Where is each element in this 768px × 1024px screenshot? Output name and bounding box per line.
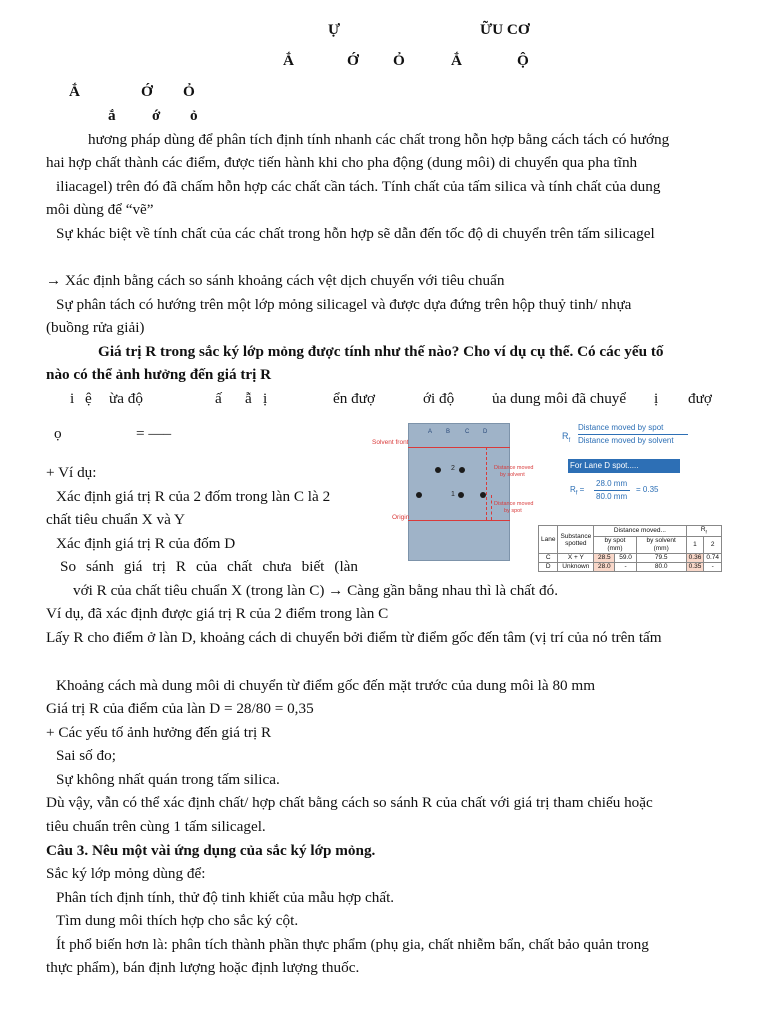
calc-rf-letter: R <box>570 485 576 494</box>
cell: 79.5 <box>636 554 686 563</box>
cell: D <box>539 563 558 572</box>
title-line2-d: Ắ <box>451 52 462 69</box>
question2-line2: nào có thể ảnh hưởng đến giá trị R <box>46 366 272 383</box>
title-line2-e: Ộ <box>517 52 529 69</box>
formula-fragment-b: = —– <box>136 425 172 442</box>
lane-label-c: C <box>465 429 470 435</box>
spot-label-1: 1 <box>451 491 455 498</box>
q3-line2: Phân tích định tính, thử độ tinh khiết của mẫu hợp chất. <box>56 889 395 906</box>
th-rf-letter: R <box>700 526 706 533</box>
cell: 0.36 <box>686 554 704 563</box>
cell: 0.74 <box>704 554 722 563</box>
title-line1-left: Ự <box>328 21 341 38</box>
calc-fraction-bar <box>594 490 630 491</box>
cell: 80.0 <box>636 563 686 572</box>
arrow-spot-label <box>494 501 533 515</box>
cell: 28.5 <box>594 554 615 563</box>
heading4-b: ớ <box>152 107 161 124</box>
lane-label-b: B <box>446 429 451 435</box>
fragment-10: ị <box>654 390 659 407</box>
example-line6: Ví dụ, đã xác định được giá trị R của 2 điểm trong làn C <box>46 605 389 622</box>
lane-label-a: A <box>428 429 433 435</box>
cell: - <box>615 563 636 572</box>
solvent-front-label: Solvent front <box>372 439 409 446</box>
cell: 0.35 <box>686 563 704 572</box>
fragment-9: ủa dung môi đã chuyể <box>492 390 627 407</box>
table-row <box>539 554 722 563</box>
cell: 59.0 <box>615 554 636 563</box>
example-line11: Sai số đo; <box>56 747 116 764</box>
calc-denominator: 80.0 mm <box>596 492 628 501</box>
cell: 28.0 <box>594 563 615 572</box>
lane-d-box: For Lane D spot..... <box>568 459 680 473</box>
title-line2-b: Ớ <box>347 52 359 69</box>
title-line2-c: Ỏ <box>393 52 405 69</box>
calc-rf: $R_f$ = <box>570 485 585 497</box>
example-line5: với R của chất tiêu chuẩn X (trong làn C) → Càng gần bằng nhau thì là chất đó. <box>73 582 559 599</box>
para1-line1: hương pháp dùng để phân tích định tính nhanh các chất trong hỗn hợp bằng cách tách có hướng <box>88 131 670 148</box>
para2: Sự khác biệt về tính chất của các chất trong hỗn hợp sẽ dẫn đến tốc độ di chuyển trên tấm silicagel <box>56 225 655 242</box>
spot-distance-arrow <box>491 495 492 520</box>
th-distance: Distance moved... <box>594 526 686 537</box>
solvent-distance-arrow <box>486 447 487 520</box>
title-line1-right: ỮU CƠ <box>480 21 530 38</box>
arrow-spot-line1: Distance moved <box>494 501 534 507</box>
origin-line <box>408 520 510 521</box>
heading4-a: ắ <box>108 107 116 124</box>
rf-numerator: Distance moved by spot <box>578 423 664 432</box>
rf-denominator: Distance moved by solvent <box>578 436 674 445</box>
heading3-a: Ắ <box>69 83 80 100</box>
fragment-5: ẫ <box>245 390 252 407</box>
fragment-8: ới độ <box>423 390 455 407</box>
example-line8: Khoảng cách mà dung môi di chuyển từ điểm gốc đến mặt trước của dung môi là 80 mm <box>56 677 596 694</box>
spot-a1 <box>416 492 422 498</box>
para4-line1: Sự phân tách có hướng trên một lớp mỏng silicagel và được dựa đứng trên hộp thuỷ tinh/ nhựa <box>56 296 632 313</box>
arrow-solvent-label <box>494 465 533 479</box>
example-line12: Sự không nhất quán trong tấm silica. <box>56 771 280 788</box>
para4-line2: (buồng rửa giải) <box>46 319 145 336</box>
fragment-1: i <box>70 390 75 407</box>
rf-symbol <box>562 431 570 444</box>
rf-sub: f <box>568 437 571 444</box>
cell: Unknown <box>558 563 594 572</box>
example-line1: Xác định giá trị R của 2 đốm trong làn C là 2 <box>56 488 331 505</box>
formula-fragment-a: ọ <box>54 425 62 442</box>
tlc-figure <box>370 419 722 573</box>
table-row <box>539 563 722 572</box>
cell: X + Y <box>558 554 594 563</box>
fragment-4: ấ <box>215 390 222 407</box>
cell: - <box>704 563 722 572</box>
th-rf-sub: f <box>705 529 707 535</box>
th-rf-1: 1 <box>686 537 704 554</box>
para1-line3: iliacagel) trên đó đã chấm hỗn hợp các chất cần tách. Tính chất của tấm silica và tính chất của dung <box>56 178 661 195</box>
th-rf <box>686 526 721 537</box>
cell: C <box>539 554 558 563</box>
th-by-solvent: by solvent (mm) <box>636 537 686 554</box>
th-lane: Lane <box>539 526 558 554</box>
spot-label-2: 2 <box>451 465 455 472</box>
para1-line4: môi dùng để “vẽ” <box>46 201 154 218</box>
example-line14: tiêu chuẩn trên cùng 1 tấm silicagel. <box>46 818 266 835</box>
heading4-c: ỏ <box>190 107 198 124</box>
calc-numerator: 28.0 mm <box>596 479 628 488</box>
fragment-2: ệ <box>85 390 92 407</box>
q3-line5: thực phẩm), bán định lượng hoặc định lượng thuốc. <box>46 959 360 976</box>
arrow-spot-line2: by spot <box>504 508 522 514</box>
origin-label: Origin <box>392 514 410 521</box>
para3: → Xác định bằng cách so sánh khoảng cách vệt dịch chuyển với tiêu chuẩn <box>46 272 505 289</box>
lane-label-d: D <box>483 429 488 435</box>
calc-rf-sub: f <box>575 490 578 497</box>
spot-c2b <box>459 467 465 473</box>
example-line3: Xác định giá trị R của đốm D <box>56 535 236 552</box>
fragment-7: ển đượ <box>333 390 375 407</box>
rf-letter: R <box>562 431 569 441</box>
q3-line3: Tìm dung môi thích hợp cho sắc ký cột. <box>56 912 299 929</box>
para1-line2: hai hợp chất thành các điểm, được tiến hành khi cho pha động (dung môi) di chuyển qua pha tĩnh <box>46 154 638 171</box>
example-line13: Dù vậy, vẫn có thể xác định chất/ hợp chất bằng cách so sánh R của chất với giá trị tham chiếu hoặc <box>46 794 653 811</box>
q3-line1: Sắc ký lớp mỏng dùng để: <box>46 865 206 882</box>
fragment-3: ừa độ <box>109 390 143 407</box>
th-rf-2: 2 <box>704 537 722 554</box>
rf-table <box>538 525 722 572</box>
fragment-11: đượ <box>688 390 712 407</box>
heading3-b: Ớ <box>141 83 153 100</box>
fragment-6: ị <box>263 390 268 407</box>
th-substance: Substance spotted <box>558 526 594 554</box>
solvent-front-line <box>408 447 510 448</box>
example-line10: + Các yếu tố ảnh hưởng đến giá trị R <box>46 724 272 741</box>
question2-line1: Giá trị R trong sắc ký lớp mỏng được tính như thế nào? Cho ví dụ cụ thể. Có các yếu tố <box>98 343 664 360</box>
question3: Câu 3. Nêu một vài ứng dụng của sắc ký lớp mỏng. <box>46 842 376 859</box>
th-by-spot: by spot (mm) <box>594 537 637 554</box>
example-line7: Lấy R cho điểm ở làn D, khoảng cách di chuyển bởi điểm từ điểm gốc đến tâm (vị trí của nó trên tấm <box>46 629 662 646</box>
q3-line4: Ít phổ biến hơn là: phân tích thành phần thực phẩm (phụ gia, chất nhiễm bẩn, chất bảo quản trong <box>56 936 649 953</box>
heading3-c: Ỏ <box>183 83 195 100</box>
spot-c2 <box>435 467 441 473</box>
rf-fraction-bar <box>578 434 688 435</box>
arrow-solvent-line1: Distance moved <box>494 465 534 471</box>
example-label: + Ví dụ: <box>46 464 97 481</box>
example-line4: So sánh giá trị R của chất chưa biết (làn <box>60 558 358 575</box>
example-line9: Giá trị R của điểm của làn D = 28/80 = 0,35 <box>46 700 314 717</box>
spot-c1 <box>458 492 464 498</box>
calc-result: = 0.35 <box>636 485 659 494</box>
example-line2: chất tiêu chuẩn X và Y <box>46 511 186 528</box>
arrow-solvent-line2: by solvent <box>500 472 525 478</box>
title-line2-a: Ắ <box>283 52 294 69</box>
